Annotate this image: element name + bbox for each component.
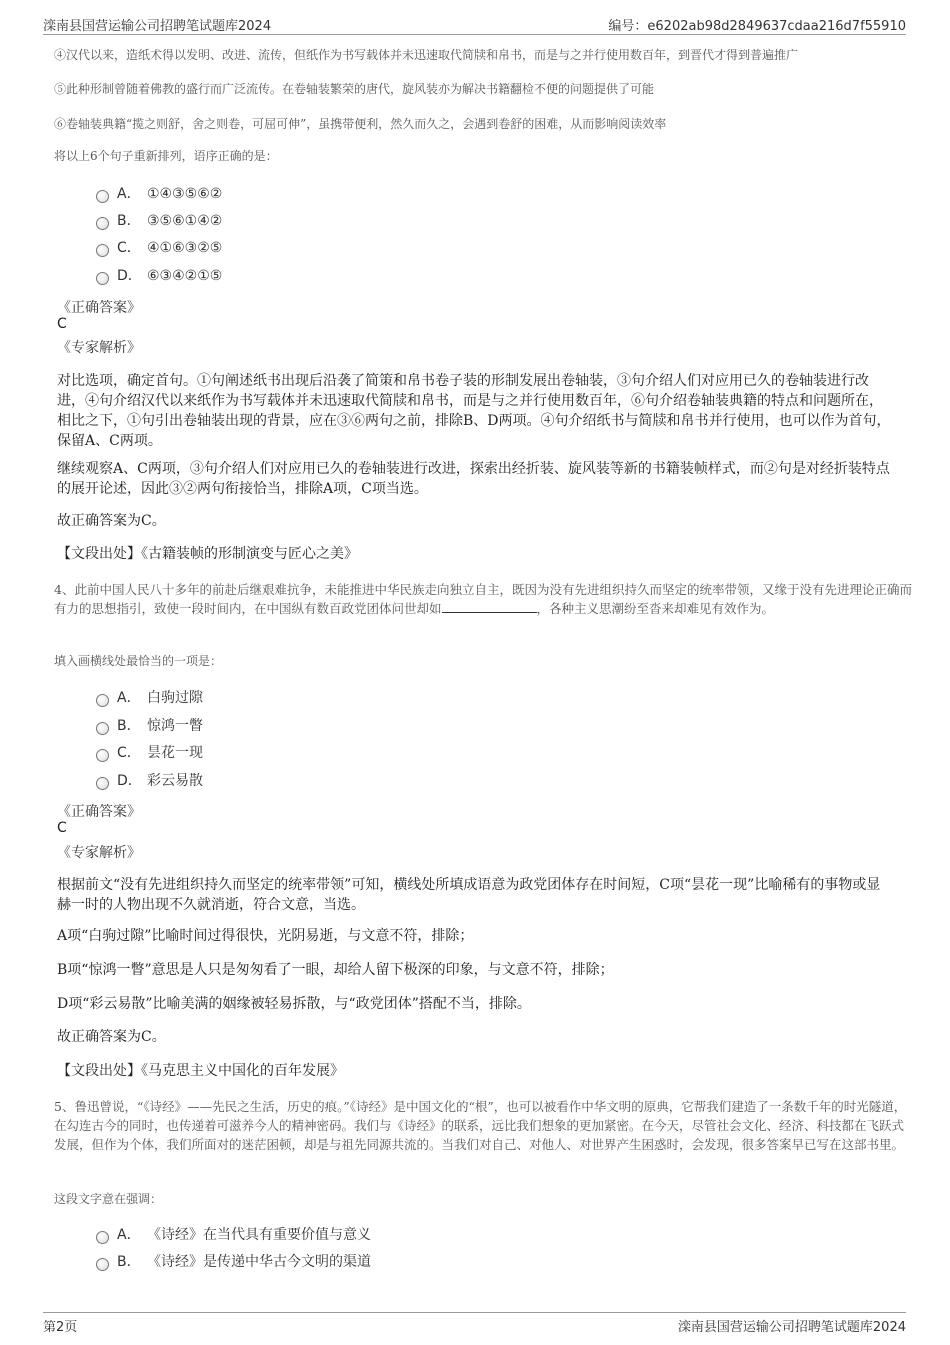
q3-analysis-p1: 对比选项，确定首句。①句阐述纸书出现后沿袭了简策和帛书卷子装的形制发展出卷轴装，③句介绍人们对应用已久的卷轴装进行改进，④句介绍汉代以来纸作为书写载体并未迅速取代简牍和帛书，而是与之并行使用数百年，⑥句介绍卷轴装典籍的特点和问题所在，相比之下，①句引出卷轴装出现的背景，应在③⑥两句之前，排除B、D两项。④句介绍纸书与简牍和帛书并行使用，也可以作为首句，保留A、C两项。 [57, 373, 891, 449]
q3-option-d[interactable]: D． ⑥③④②①⑤ [96, 266, 222, 286]
header-title: 滦南县国营运输公司招聘笔试题库2024 [43, 19, 272, 34]
q3-answer: C [57, 316, 67, 332]
radio-icon[interactable] [96, 777, 109, 790]
page-footer [43, 1312, 906, 1335]
radio-icon[interactable] [96, 722, 109, 735]
radio-icon[interactable] [96, 749, 109, 762]
q4-stem: 4、此前中国人民八十多年的前赴后继艰难抗争，未能推进中华民族走向独立自主，既因为没有先进组织持久而坚定的统率带领，又缘于没有先进理论正确而有力的思想指引，致使一段时间内，在中国纵有数百政党团体问世却如 ，各种主义思潮纷至沓来却难见有效作为。 [54, 582, 912, 616]
q4-option-b[interactable]: B． 惊鸿一瞥 [96, 716, 203, 736]
q4-analysis-p1: 根据前文“没有先进组织持久而坚定的统率带领”可知，横线处所填成语意为政党团体存在时间短，C项“昙花一现”比喻稀有的事物或显赫一时的人物出现不久就消逝，符合文意，当选。 [57, 877, 881, 913]
q4-analysis-p5: 故正确答案为C。 [57, 1029, 166, 1045]
q3-answer-label: 《正确答案》 [57, 300, 141, 316]
q4-prompt: 填入画横线处最恰当的一项是： [54, 654, 223, 668]
q3-line-4: ④汉代以来，造纸术得以发明、改进、流传，但纸作为书写载体并未迅速取代简牍和帛书，而是与之并行使用数百年，到晋代才得到普遍推广 [54, 48, 799, 62]
q4-analysis-p4: D项“彩云易散”比喻美满的姻缘被轻易拆散，与“政党团体”搭配不当，排除。 [57, 996, 531, 1012]
q4-analysis-label: 《专家解析》 [57, 845, 141, 861]
footer-title: 滦南县国营运输公司招聘笔试题库2024 [677, 1320, 906, 1335]
radio-icon[interactable] [96, 217, 109, 230]
q3-analysis-p3: 故正确答案为C。 [57, 513, 166, 529]
q5-stem: 5、鲁迅曾说，“《诗经》——先民之生活，历史的痕。”《诗经》是中国文化的“根”，也可以被看作中华文明的原典，它帮我们建造了一条数千年的时光隧道，在勾连古今的同时，也传递着可滋养今人的精神密码。我们与《诗经》的联系，远比我们想象的更加紧密。在今天，尽管社会文化、经济、科技都在飞跃式发展，但作为个体，我们所面对的迷茫困顿，却是与祖先同源共流的。当我们对自己、对他人、对世界产生困惑时，会发现，很多答案早已写在这部书里。 [54, 1099, 907, 1152]
q3-prompt: 将以上6个句子重新排列，语序正确的是： [54, 149, 278, 163]
header-code: 编号：e6202ab98d2849637cdaa216d7f55910 [608, 19, 906, 34]
q4-answer: C [57, 820, 67, 836]
q3-analysis-label: 《专家解析》 [57, 340, 141, 356]
page-number: 第2页 [43, 1320, 78, 1335]
q3-option-c[interactable]: C． ④①⑥③②⑤ [96, 238, 222, 258]
radio-icon[interactable] [96, 190, 109, 203]
q5-option-a[interactable]: A． 《诗经》在当代具有重要价值与意义 [96, 1225, 371, 1245]
q4-analysis-p2: A项“白驹过隙”比喻时间过得很快，光阴易逝，与文意不符，排除； [57, 928, 474, 944]
q3-analysis-p2: 继续观察A、C两项，③句介绍人们对应用已久的卷轴装进行改进，探索出经折装、旋风装等新的书籍装帧样式，而②句是对经折装特点的展开论述，因此③②两句衔接恰当，排除A项，C项当选。 [57, 461, 890, 497]
q5-prompt: 这段文字意在强调： [54, 1192, 163, 1206]
radio-icon[interactable] [96, 1231, 109, 1244]
page-header [43, 14, 906, 35]
radio-icon[interactable] [96, 1258, 109, 1271]
q3-line-5: ⑤此种形制曾随着佛教的盛行而广泛流传。在卷轴装繁荣的唐代，旋风装亦为解决书籍翻检不便的问题提供了可能 [54, 82, 655, 96]
radio-icon[interactable] [96, 694, 109, 707]
q3-line-6: ⑥卷轴装典籍“揽之则舒，舍之则卷，可屈可伸”，虽携带便利，然久而久之，会遇到卷舒的困难，从而影响阅读效率 [54, 117, 667, 131]
q5-option-b[interactable]: B． 《诗经》是传递中华古今文明的渠道 [96, 1252, 371, 1272]
q4-source: 【文段出处】《马克思主义中国化的百年发展》 [57, 1063, 344, 1079]
fill-blank [442, 600, 537, 613]
q4-option-c[interactable]: C． 昙花一现 [96, 743, 203, 763]
q4-option-a[interactable]: A． 白驹过隙 [96, 688, 203, 708]
q4-option-d[interactable]: D． 彩云易散 [96, 771, 203, 791]
radio-icon[interactable] [96, 272, 109, 285]
q3-source: 【文段出处】《古籍装帧的形制演变与匠心之美》 [57, 546, 358, 562]
radio-icon[interactable] [96, 244, 109, 257]
q4-answer-label: 《正确答案》 [57, 804, 141, 820]
q3-option-b[interactable]: B． ③⑤⑥①④② [96, 211, 222, 231]
q3-option-a[interactable]: A． ①④③⑤⑥② [96, 184, 222, 204]
q4-analysis-p3: B项“惊鸿一瞥”意思是人只是匆匆看了一眼，却给人留下极深的印象，与文意不符，排除； [57, 962, 614, 978]
